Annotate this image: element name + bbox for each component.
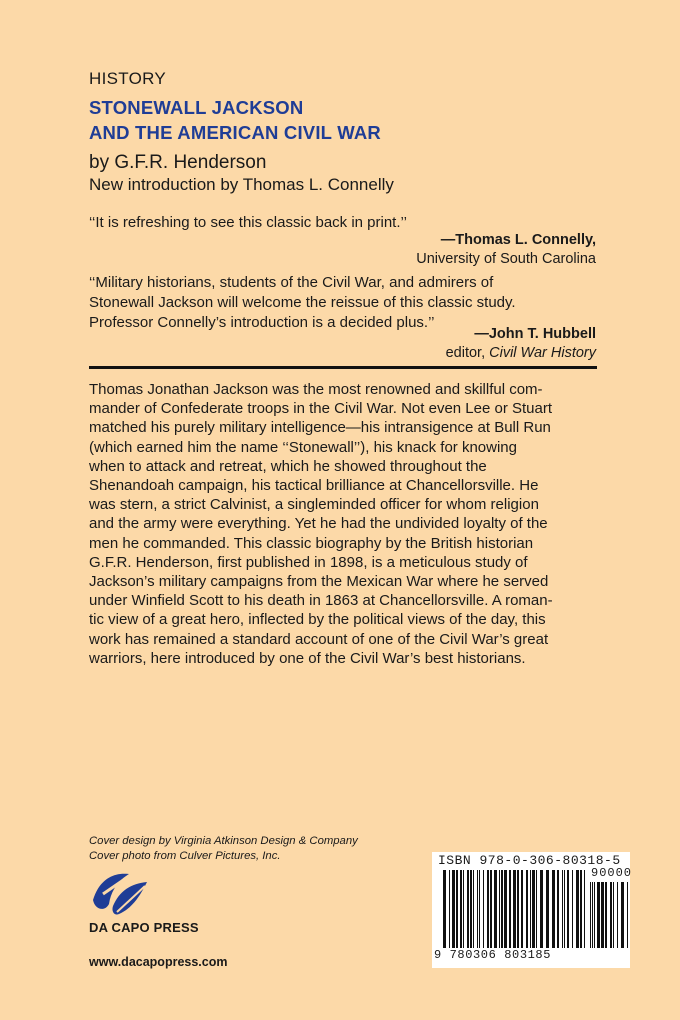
description-line: tic view of a great hero, inflected by the political views of the day, this — [89, 611, 546, 629]
description-line: was stern, a strict Calvinist, a singleminded officer for whom religion — [89, 496, 539, 514]
quote-2-line: ‘‘Military historians, students of the Civil War, and admirers of — [89, 274, 494, 291]
barcode-bar — [473, 870, 474, 948]
barcode-bar — [504, 870, 507, 948]
title-line-1: STONEWALL JACKSON — [89, 97, 304, 118]
barcode-bar — [463, 870, 464, 948]
barcode-bar — [521, 870, 523, 948]
barcode-bar — [576, 870, 579, 948]
barcode-bar — [477, 870, 478, 948]
barcode-bar — [613, 882, 614, 948]
author-line: by G.F.R. Henderson — [89, 152, 267, 173]
barcode-bar — [490, 870, 492, 948]
barcode-bar — [470, 870, 472, 948]
barcode-bar — [597, 882, 600, 948]
description-line: when to attack and retreat, which he showed throughout the — [89, 457, 487, 475]
isbn-label: ISBN 978-0-306-80318-5 — [438, 853, 621, 868]
description-line: and the army were everything. Yet he had the undivided loyalty of the — [89, 515, 548, 533]
title-line-2: AND THE AMERICAN CIVIL WAR — [89, 122, 381, 143]
cover-photo-credit: Cover photo from Culver Pictures, Inc. — [89, 850, 281, 862]
barcode-bar — [572, 870, 573, 948]
quote-1-text: ‘‘It is refreshing to see this classic back in print.’’ — [89, 214, 407, 231]
barcode-bar — [526, 870, 528, 948]
quote-1-name: —Thomas L. Connelly, — [440, 232, 596, 248]
barcode-bar — [517, 870, 519, 948]
barcode-bar — [564, 870, 565, 948]
publisher-website[interactable]: www.dacapopress.com — [89, 955, 228, 969]
da-capo-logo-icon — [89, 866, 151, 923]
barcode-bar — [501, 870, 503, 948]
description-line: men he commanded. This classic biography by the British historian — [89, 534, 534, 552]
barcode-bar — [601, 882, 604, 948]
barcode-bar — [605, 882, 607, 948]
description-line: (which earned him the name ‘‘Stonewall’’), his knack for knowing — [89, 438, 517, 456]
barcode-bar — [584, 870, 585, 948]
description-line: Shenandoah campaign, his tactical brilliance at Chancellorsville. He — [89, 477, 539, 495]
barcode-bar — [627, 882, 628, 948]
barcode-bar — [540, 870, 543, 948]
barcode-bar — [590, 882, 591, 948]
barcode-bar — [479, 870, 480, 948]
barcode-bar — [467, 870, 469, 948]
barcode-bar — [594, 882, 595, 948]
quote-2-text — [89, 273, 516, 333]
barcode-bar — [592, 882, 593, 948]
category-label: HISTORY — [89, 69, 167, 88]
quote-1-affiliation: University of South Carolina — [416, 251, 596, 267]
barcode-bar — [487, 870, 489, 948]
barcode-bar — [460, 870, 462, 948]
quote-2-affiliation — [446, 344, 596, 363]
book-description — [89, 380, 601, 668]
barcode-bar — [499, 870, 500, 948]
description-line: work has remained a standard account of one of the Civil War’s great — [89, 630, 549, 648]
cover-credits — [89, 834, 358, 864]
barcode-bar — [552, 870, 555, 948]
barcode-bar — [610, 882, 612, 948]
cover-design-credit: Cover design by Virginia Atkinson Design & Company — [89, 835, 358, 847]
barcode-bar — [532, 870, 535, 948]
barcode-bar — [452, 870, 455, 948]
quote-2-line: Professor Connelly’s introduction is a decided plus.’’ — [89, 314, 435, 331]
quote-2-name: —John T. Hubbell — [474, 326, 596, 342]
barcode-bar — [483, 870, 484, 948]
quote-1-attribution — [416, 231, 596, 269]
description-line: G.F.R. Henderson, first published in 1898, is a meticulous study of — [89, 553, 528, 571]
divider-rule — [89, 366, 597, 369]
barcode-bar — [513, 870, 516, 948]
barcode-bar — [456, 870, 458, 948]
barcode-bar — [443, 870, 446, 948]
barcode-bar — [494, 870, 497, 948]
description-line: warriors, here introduced by one of the Civil War’s best historians. — [89, 649, 526, 667]
publisher-name: DA CAPO PRESS — [89, 920, 199, 935]
barcode-bar — [536, 870, 537, 948]
description-line: Thomas Jonathan Jackson was the most renowned and skillful com- — [89, 381, 543, 398]
description-line: mander of Confederate troops in the Civil War. Not even Lee or Stuart — [89, 400, 553, 418]
isbn-digits: 9 780306 803185 — [434, 948, 552, 962]
barcode-bar — [567, 870, 569, 948]
description-line: matched his purely military intelligence—his intransigence at Bull Run — [89, 419, 551, 437]
barcode-bar — [546, 870, 549, 948]
quote-2-affiliation-journal: Civil War History — [489, 345, 596, 361]
price-code: 90000 — [591, 866, 633, 880]
barcode-bar — [617, 882, 618, 948]
barcode-bar — [449, 870, 450, 948]
introduction-credit: New introduction by Thomas L. Connelly — [89, 175, 394, 194]
description-line: Jackson’s military campaigns from the Mexican War where he served — [89, 573, 549, 591]
barcode-bar — [557, 870, 559, 948]
barcode-bar — [562, 870, 563, 948]
description-line: under Winfield Scott to his death in 1863 at Chancellorsville. A roman- — [89, 592, 553, 610]
barcode-bar — [530, 870, 531, 948]
barcode-bars — [443, 870, 588, 948]
barcode-bar — [621, 882, 624, 948]
barcode-bar — [580, 870, 582, 948]
quote-2-line: Stonewall Jackson will welcome the reissue of this classic study. — [89, 294, 516, 311]
quote-2-affiliation-prefix: editor, — [445, 345, 486, 361]
quote-2-attribution — [446, 325, 596, 363]
barcode-bar — [509, 870, 511, 948]
price-barcode-bars — [590, 882, 628, 948]
book-title — [89, 95, 381, 145]
